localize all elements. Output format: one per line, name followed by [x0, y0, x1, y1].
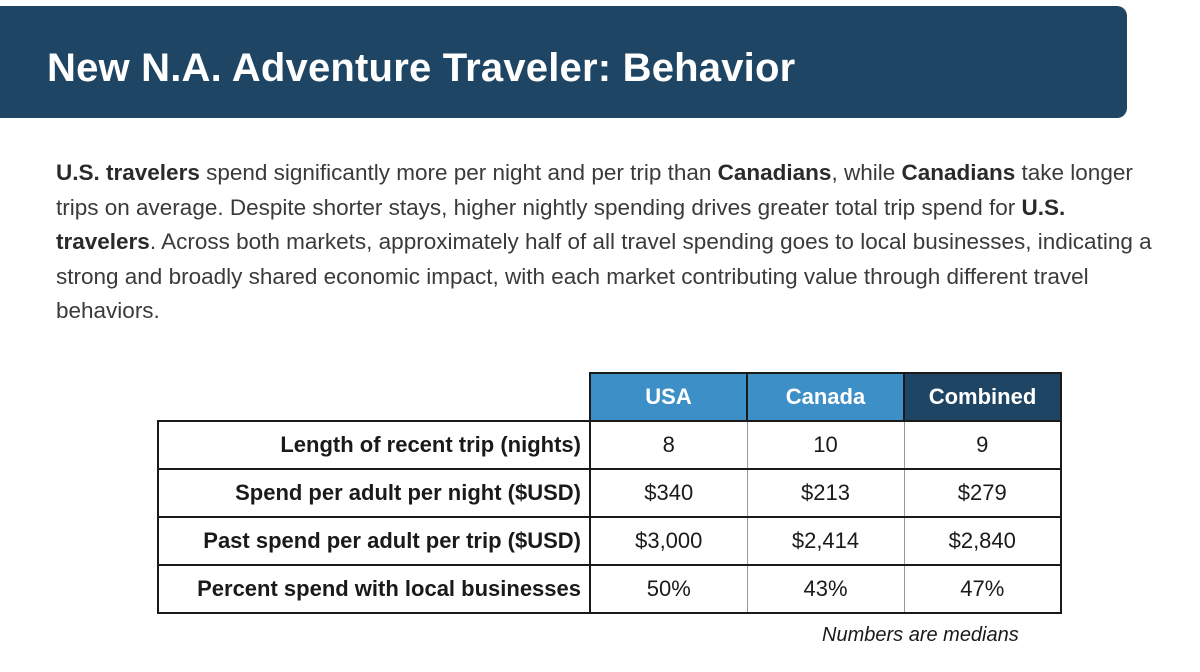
footnote: Numbers are medians	[822, 624, 1019, 646]
cell-combined: $279	[904, 469, 1061, 517]
table-row	[158, 469, 1061, 517]
column-header-usa: USA	[590, 373, 747, 421]
cell-combined: $2,840	[904, 517, 1061, 565]
cell-canada: $2,414	[747, 517, 904, 565]
table-corner	[158, 373, 590, 421]
summary-bold-us-travelers: U.S. travelers	[56, 160, 200, 185]
summary-bold-canadians: Canadians	[901, 160, 1016, 185]
cell-usa: 8	[590, 421, 747, 469]
column-header-canada: Canada	[747, 373, 904, 421]
cell-canada: 10	[747, 421, 904, 469]
row-label-spend-per-trip: Past spend per adult per trip ($USD)	[158, 517, 590, 565]
cell-canada: 43%	[747, 565, 904, 613]
row-label-local-spend-percent: Percent spend with local businesses	[158, 565, 590, 613]
table-row	[158, 565, 1061, 613]
summary-text: spend significantly more per night and per trip than	[199, 160, 718, 185]
cell-canada: $213	[747, 469, 904, 517]
cell-usa: $340	[590, 469, 747, 517]
title-banner	[0, 6, 1127, 118]
page-title: New N.A. Adventure Traveler: Behavior	[47, 46, 796, 90]
summary-bold-us-travelers: U.S. travelers	[56, 194, 1066, 254]
table-header-row	[158, 373, 1061, 421]
row-label-trip-length: Length of recent trip (nights)	[158, 421, 590, 469]
summary-bold-canadians: Canadians	[717, 160, 832, 185]
summary-paragraph	[56, 156, 1166, 329]
cell-usa: $3,000	[590, 517, 747, 565]
cell-combined: 9	[904, 421, 1061, 469]
table-row	[158, 517, 1061, 565]
column-header-combined: Combined	[904, 373, 1061, 421]
summary-text: . Across both markets, approximately half of all travel spending goes to local businesses, indicating a strong and broadly shared economic impact, with each market contributing value through different travel behaviors.	[56, 229, 1152, 323]
behavior-table	[157, 372, 1062, 614]
row-label-spend-per-night: Spend per adult per night ($USD)	[158, 469, 590, 517]
cell-combined: 47%	[904, 565, 1061, 613]
cell-usa: 50%	[590, 565, 747, 613]
summary-text: take longer trips on average. Despite shorter stays, higher nightly spending drives greater total trip spend for	[56, 160, 1133, 220]
summary-text: , while	[831, 160, 902, 185]
table-row	[158, 421, 1061, 469]
